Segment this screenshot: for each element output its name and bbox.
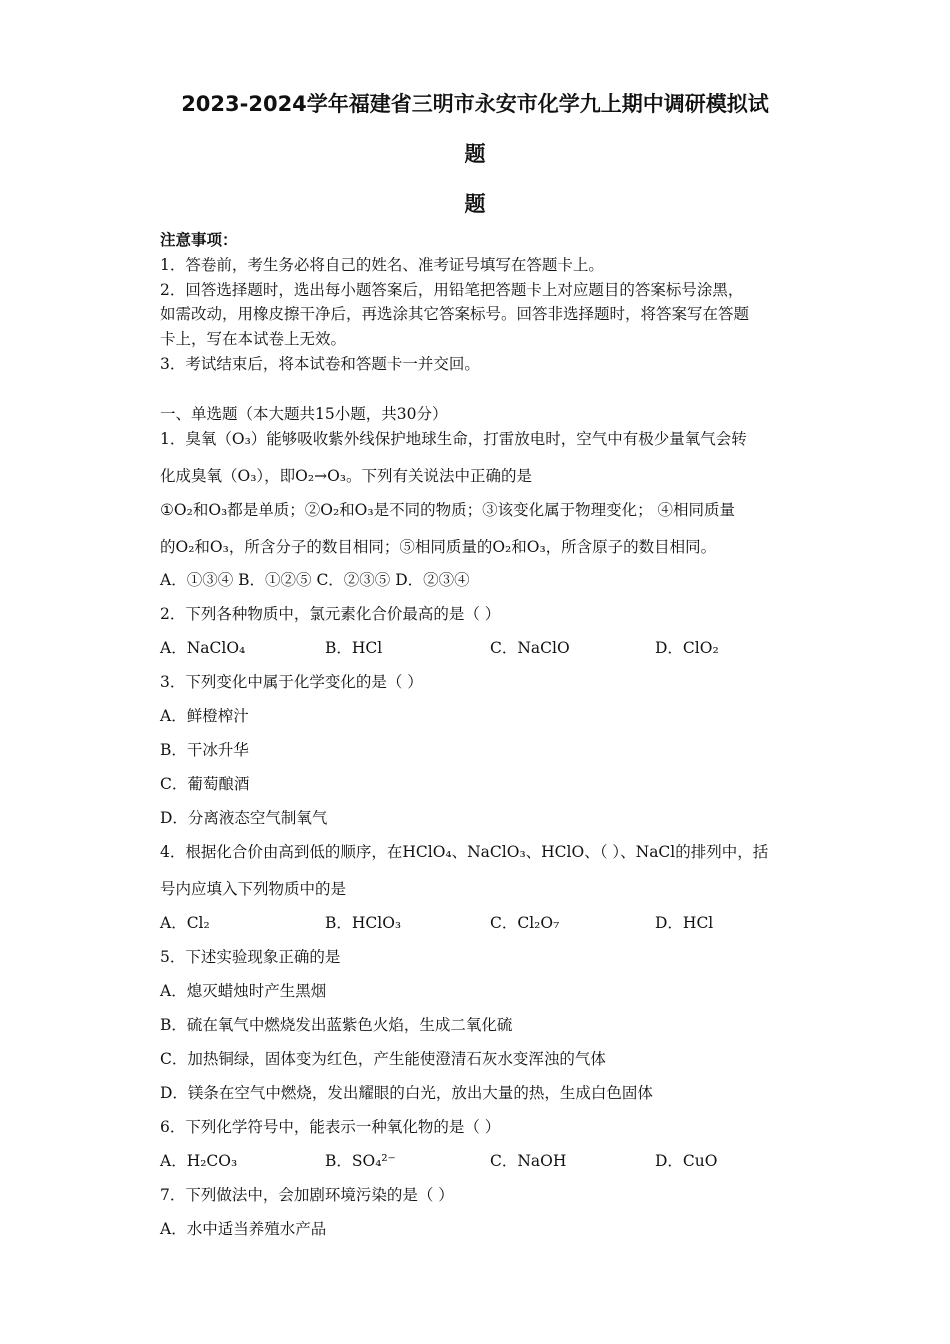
q2-option-c: C．NaClO — [490, 639, 570, 657]
notice-item-2-cont-2: 卡上，写在本试卷上无效。 — [160, 330, 347, 348]
q1-statements-cont: 的O₂和O₃，所含分子的数目相同；⑤相同质量的O₂和O₃，所含原子的数目相同。 — [160, 538, 717, 556]
page-title: 2023-2024学年福建省三明市永安市化学九上期中调研模拟试 — [181, 92, 769, 116]
q6-stem: 6．下列化学符号中，能表示一种氧化物的是（ ） — [160, 1118, 501, 1136]
q6-option-d: D．CuO — [655, 1152, 718, 1170]
q4-option-d: D．HCl — [655, 914, 714, 932]
q5-stem: 5．下述实验现象正确的是 — [160, 948, 341, 966]
page-title-cont-2: 题 — [464, 192, 486, 216]
q5-option-d: D．镁条在空气中燃烧，发出耀眼的白光，放出大量的热，生成白色固体 — [160, 1084, 653, 1102]
q1-statements: ①O₂和O₃都是单质；②O₂和O₃是不同的物质；③该变化属于物理变化； ④相同质量 — [160, 501, 736, 519]
section-heading: 一、单选题（本大题共15小题，共30分） — [160, 405, 448, 423]
q3-option-c: C．葡萄酿酒 — [160, 775, 250, 793]
q1-stem-cont: 化成臭氧（O₃），即O₂→O₃。下列有关说法中正确的是 — [160, 467, 533, 485]
notice-heading: 注意事项： — [160, 230, 238, 249]
q1-options: A．①③④ B．①②⑤ C．②③⑤ D．②③④ — [160, 571, 470, 589]
q3-stem: 3．下列变化中属于化学变化的是（ ） — [160, 673, 423, 691]
notice-item-2-cont: 如需改动，用橡皮擦干净后，再选涂其它答案标号。回答非选择题时，将答案写在答题 — [160, 305, 750, 323]
q6-option-c: C．NaOH — [490, 1152, 567, 1170]
q2-option-d: D．ClO₂ — [655, 639, 719, 657]
q7-option-a: A．水中适当养殖水产品 — [160, 1220, 327, 1238]
q3-option-a: A．鲜橙榨汁 — [160, 707, 249, 725]
q2-option-b: B．HCl — [325, 639, 383, 657]
q6-option-b: B．SO₄²⁻ — [325, 1152, 396, 1170]
notice-item-3: 3．考试结束后，将本试卷和答题卡一并交回。 — [160, 355, 480, 373]
q5-option-c: C．加热铜绿，固体变为红色，产生能使澄清石灰水变浑浊的气体 — [160, 1050, 606, 1068]
q2-option-a: A．NaClO₄ — [160, 639, 246, 657]
q4-option-b: B．HClO₃ — [325, 914, 402, 932]
notice-item-1: 1．答卷前，考生务必将自己的姓名、准考证号填写在答题卡上。 — [160, 256, 604, 274]
q6-option-a: A．H₂CO₃ — [160, 1152, 238, 1170]
page-title-cont: 题 — [464, 142, 486, 166]
q4-stem-cont: 号内应填入下列物质中的是 — [160, 880, 347, 898]
q7-stem: 7．下列做法中，会加剧环境污染的是（ ） — [160, 1186, 454, 1204]
notice-item-2: 2．回答选择题时，选出每小题答案后，用铅笔把答题卡上对应题目的答案标号涂黑， — [160, 281, 744, 299]
q5-option-b: B．硫在氧气中燃烧发出蓝紫色火焰，生成二氧化硫 — [160, 1016, 513, 1034]
q2-stem: 2．下列各种物质中，氯元素化合价最高的是（ ） — [160, 605, 501, 623]
q3-option-d: D．分离液态空气制氧气 — [160, 809, 328, 827]
q3-option-b: B．干冰升华 — [160, 741, 249, 759]
q4-stem: 4．根据化合价由高到低的顺序，在HClO₄、NaClO₃、HClO、（ ）、NaCl的排列中，括 — [160, 843, 769, 861]
q5-option-a: A．熄灭蜡烛时产生黑烟 — [160, 982, 327, 1000]
q4-option-a: A．Cl₂ — [160, 914, 210, 932]
q1-stem: 1．臭氧（O₃）能够吸收紫外线保护地球生命，打雷放电时，空气中有极少量氧气会转 — [160, 430, 747, 448]
q4-option-c: C．Cl₂O₇ — [490, 914, 560, 932]
